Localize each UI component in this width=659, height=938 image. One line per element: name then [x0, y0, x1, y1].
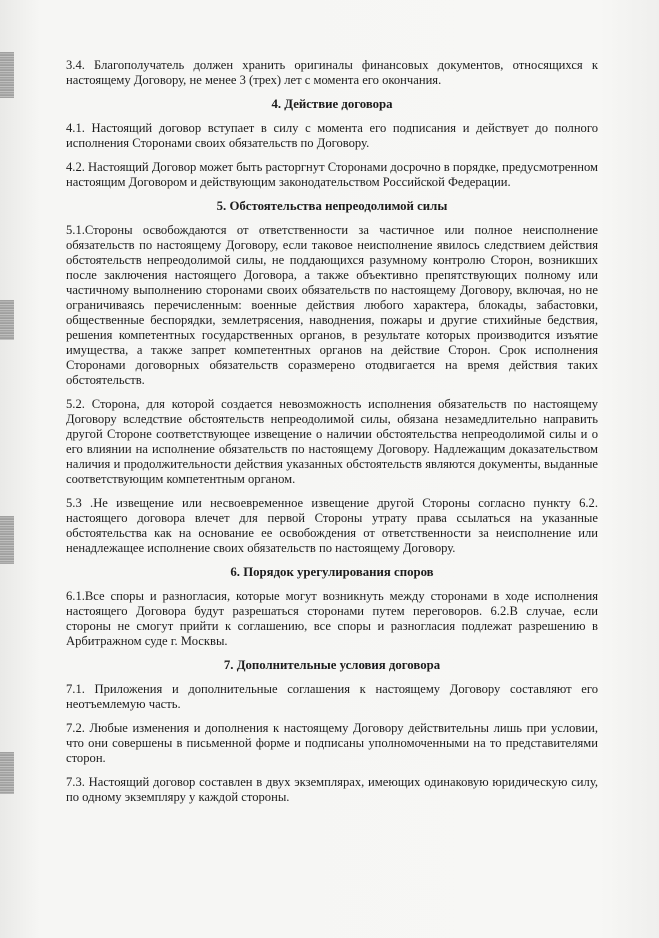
clause-6-1: 6.1.Все споры и разногласия, которые могут возникнуть между сторонами в ходе исполнения настоящего Договора будут разрешаться сторонами путем переговоров. 6.2.В случае, если стороны не смогут прийти к соглашению, все споры и разногласия подлежат разрешению в Арбитражном суде г. Москвы. [66, 589, 598, 648]
scan-artifact [0, 52, 14, 98]
clause-4-1: 4.1. Настоящий договор вступает в силу с момента его подписания и действует до полного исполнения Сторонами своих обязательств по Договору. [66, 121, 598, 150]
section-7-title: 7. Дополнительные условия договора [223, 658, 441, 672]
scan-artifact [0, 752, 14, 794]
clause-4-2: 4.2. Настоящий Договор может быть расторгнут Сторонами досрочно в порядке, предусмотренном настоящим Договором и действующим законодательством Российской Федерации. [66, 160, 598, 189]
clause-5-2: 5.2. Сторона, для которой создается невозможность исполнения обязательств по настоящему Договору вследствие обстоятельств непреодолимой силы, обязана незамедлительно направить другой Стороне соответствующее извещение о наличии обстоятельства непреодолимой силы и о его влиянии на исполнение обязательств по настоящему Договору. Надлежащим доказательством наличия и продолжительности действия указанных обстоятельств являются документы, выданные соответствующим компетентным органом. [66, 397, 598, 486]
section-6-title: 6. Порядок урегулирования споров [230, 565, 434, 579]
scan-artifact [0, 300, 14, 340]
document-body [66, 58, 598, 814]
clause-7-2: 7.2. Любые изменения и дополнения к настоящему Договору действительны лишь при условии, что они совершены в письменной форме и подписаны уполномоченными на то представителями сторон. [66, 721, 598, 765]
scan-artifact [0, 516, 14, 564]
clause-5-1: 5.1.Стороны освобождаются от ответственности за частичное или полное неисполнение обязательств по настоящему Договору, если таковое неисполнение явилось следствием действия обстоятельств непреодолимой силы, не поддающихся разумному контролю Сторон, возникших после заключения настоящего Договора, а также объективно препятствующих полному или частичному выполнению сторонами своих обязательств по настоящему Договору, включая, но не ограничиваясь перечисленным: военные действия любого характера, блокады, забастовки, общественные беспорядки, землетрясения, наводнения, пожары и другие стихийные бедствия, решения компетентных государственных органов, в результате которых производится изъятие имущества, а также запрет компетентных органов на действие Сторон. Срок исполнения Сторонами договорных обязательств соразмерено отодвигается на время действия таких обстоятельств. [66, 223, 598, 387]
section-5-title: 5. Обстоятельства непреодолимой силы [216, 199, 448, 213]
clause-5-3: 5.3 .Не извещение или несвоевременное извещение другой Стороны согласно пункту 6.2. настоящего договора влечет для первой Стороны утрату права ссылаться на указанные обстоятельства как на основание ее освобождения от ответственности за неисполнение или ненадлежащее исполнение своих обязательств по настоящему Договору. [66, 496, 598, 555]
clause-3-4: 3.4. Благополучатель должен хранить оригиналы финансовых документов, относящихся к настоящему Договору, не менее 3 (трех) лет с момента его окончания. [66, 58, 598, 87]
clause-7-1: 7.1. Приложения и дополнительные соглашения к настоящему Договору составляют его неотъемлемую часть. [66, 682, 598, 711]
section-4-title: 4. Действие договора [271, 97, 393, 111]
clause-7-3: 7.3. Настоящий договор составлен в двух экземплярах, имеющих одинаковую юридическую силу, по одному экземпляру у каждой стороны. [66, 775, 598, 804]
